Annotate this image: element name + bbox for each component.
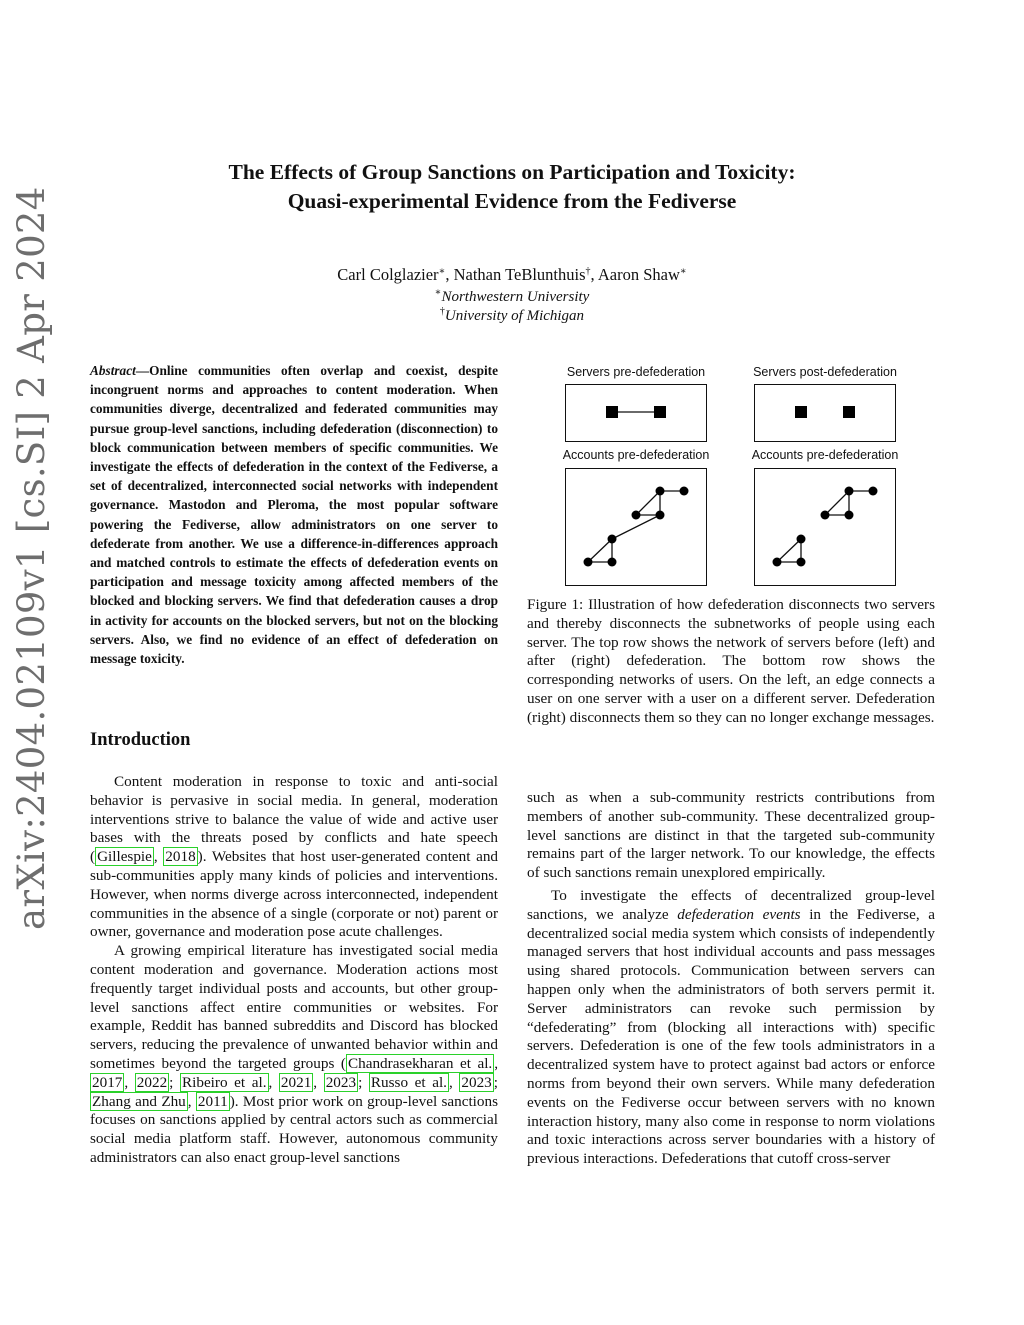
text-run: ; — [358, 1073, 369, 1091]
figure-label-accounts-left: Accounts pre-defederation — [562, 448, 710, 462]
author-3-mark: ∗ — [679, 266, 687, 277]
account-node — [821, 511, 830, 520]
citation-link[interactable]: Chandrasekharan et al. — [347, 1054, 493, 1072]
affiliation-1-name: Northwestern University — [441, 289, 590, 305]
intro-paragraph-3 — [527, 887, 935, 1169]
affiliation-1-mark: ∗ — [434, 287, 442, 298]
affiliation-2 — [0, 302, 1024, 326]
figure-label-accounts-right: Accounts pre-defederation — [751, 448, 899, 462]
servers-post-graph — [755, 385, 898, 444]
citation-link[interactable]: 2011 — [197, 1092, 228, 1110]
figure-panel-servers-post — [754, 384, 896, 442]
text-run: ). Websites that host user-generated content and sub-communities apply many kinds of policies and interventions. However, when norms diverge across interconnected, independent communities in the absence of a single (corporate or not) parent or owner, governance and moderation pose acute challenges. — [90, 848, 499, 941]
figure-panel-servers-pre — [565, 384, 707, 442]
servers-pre-graph — [566, 385, 709, 444]
accounts-pre-graph — [566, 469, 709, 588]
section-heading-introduction: Introduction — [90, 730, 191, 750]
text-run: ). Most prior work on group-level sanctions focuses on sanctions applied by central actors such as commercial social media platform staff. However, autonomous community administrators can also enact group-level sanctions — [90, 1092, 498, 1166]
intro-right-column — [527, 789, 935, 1169]
account-node — [845, 511, 854, 520]
figure-label-servers-pre: Servers pre-defederation — [566, 365, 706, 379]
citation-link[interactable]: 2021 — [280, 1073, 312, 1091]
text-run: , — [187, 1092, 196, 1110]
account-node — [656, 511, 665, 520]
author-3: , Aaron Shaw — [590, 265, 680, 284]
text-run: A growing empirical literature has investigated social media content moderation and governance. Moderation actions most frequently target individual posts and accounts, but other group-level sanctions affect entire communities or websites. For example, Reddit has banned subreddits and Discord has blocked servers, reducing the prevalence of unwanted behavior within and sometimes beyond the targeted groups ( — [90, 942, 498, 1072]
figure-label-servers-post: Servers post-defederation — [753, 365, 897, 379]
citation-link[interactable]: 2022 — [136, 1073, 168, 1091]
text-run: , — [153, 848, 164, 866]
figure-1-caption: Figure 1: Illustration of how defederation disconnects two servers and thereby disconnects the subnetworks of people using each server. The top row shows the network of servers before (left) and after (right) defederation. The bottom row shows the corresponding networks of users. On the left, an edge connects a user on one server with a user on a different server. Defederation (right) disconnects them so they can no longer exchange messages. — [527, 596, 935, 726]
emphasis-defederation-events: defederation events — [677, 905, 801, 923]
author-list — [0, 261, 1024, 285]
intro-paragraph-2 — [90, 942, 498, 1168]
text-run: , — [268, 1073, 279, 1091]
account-node — [656, 487, 665, 496]
account-node — [773, 558, 782, 567]
accounts-post-graph — [755, 469, 898, 588]
figure-panel-accounts-pre — [565, 468, 707, 586]
citation-link[interactable]: Ribeiro et al. — [182, 1073, 267, 1091]
account-node — [608, 535, 617, 544]
abstract — [90, 361, 498, 668]
text-run: , — [448, 1073, 460, 1091]
citation-link[interactable]: Zhang and Zhu — [92, 1092, 186, 1110]
account-node — [797, 558, 806, 567]
citation-link[interactable]: Gillespie — [97, 848, 152, 866]
author-1-mark: ∗ — [438, 266, 446, 277]
citation-link[interactable]: 2017 — [92, 1073, 123, 1091]
text-run: ; — [493, 1073, 498, 1091]
account-node — [584, 558, 593, 567]
text-run: in the Fediverse, a decentralized social media system which consists of independently managed servers that host individual accounts and pass messages using shared protocols. Communication between servers can happen only when the administrators of both servers permit it. Server administrators can revoke such permission by “defederating” from (blocking all interactions with) specific servers. Defederation is one of the few tools administrators in a decentralized system have to protect against bad actors or enforce norms from beyond their own servers. While many defederation events on the Fediverse occur between servers with no known interaction history, many also come in response to norm violations and toxic interactions across server boundaries with a history of previous interactions. Defederations that cutoff cross-server — [527, 905, 935, 1168]
intro-left-column — [90, 773, 498, 1168]
server-node — [795, 406, 807, 418]
paper-title-line-2: Quasi-experimental Evidence from the Fediverse — [287, 189, 737, 213]
citation-link[interactable]: 2023 — [461, 1073, 492, 1091]
server-node — [654, 406, 666, 418]
figure-panel-accounts-post — [754, 468, 896, 586]
account-node — [869, 487, 878, 496]
account-node — [680, 487, 689, 496]
text-run: To investigate the effects of decentralized group-level sanctions, we analyze — [527, 886, 935, 923]
account-edges — [588, 491, 684, 562]
affiliation-2-mark: † — [439, 306, 445, 317]
author-2-mark: † — [585, 266, 591, 277]
text-run: , — [494, 1054, 499, 1072]
abstract-text: —Online communities often overlap and coexist, despite incongruent norms and approaches to content moderation. When communities diverge, decentralized and federated communities may pursue group-level sanctions, including defederation (disconnection) to block communication between members of specific communities. We investigate the effects of defederation in the context of the Fediverse, a set of decentralized, interconnected social networks with independent governance. Mastodon and Pleroma, the most popular software powering the Fediverse, allow administrators on one server to defederate from another. We use a difference-in-differences approach and matched controls to estimate the effects of defederation events on participation and message toxicity among affected members of the blocked and blocking servers. We find that defederation causes a drop in activity for accounts on the blocked servers, but not on the blocking servers. Also, we find no evidence of an effect of defederation on message toxicity. — [90, 363, 498, 667]
intro-paragraph-2-continued: such as when a sub-community restricts contributions from members of another sub-community. These decentralized group-level sanctions are distinct in that the targeted sub-community remains part of the larger network. To our knowledge, the effects of such sanctions remain unexplored empirically. — [527, 789, 935, 882]
text-run: Content moderation in response to toxic and anti-social behavior is pervasive in social media. In general, moderation interventions strive to balance the value of wide and active user bases with the threats posed by conflicts and hate speech ( — [90, 773, 498, 866]
account-node — [632, 511, 641, 520]
server-node — [843, 406, 855, 418]
author-1: Carl Colglazier — [337, 265, 439, 284]
account-edges — [777, 491, 873, 562]
abstract-label: Abstract — [90, 363, 136, 378]
author-2: , Nathan TeBlunthuis — [445, 265, 586, 284]
text-run: , — [313, 1073, 324, 1091]
arxiv-identifier-text: arXiv:2404.02109v1 [cs.SI] 2 Apr 2024 — [10, 186, 53, 930]
account-node — [797, 535, 806, 544]
citation-link[interactable]: 2023 — [325, 1073, 357, 1091]
server-node — [606, 406, 618, 418]
text-run: , — [124, 1073, 135, 1091]
citation-link[interactable]: Russo et al. — [370, 1073, 447, 1091]
intro-paragraph-1 — [90, 773, 498, 942]
paper-title-line-1: The Effects of Group Sanctions on Participation and Toxicity: — [228, 160, 796, 184]
citation-link[interactable]: 2018 — [165, 848, 196, 866]
text-run: ; — [169, 1073, 180, 1091]
account-node — [845, 487, 854, 496]
account-node — [608, 558, 617, 567]
affiliation-2-name: University of Michigan — [444, 308, 585, 324]
